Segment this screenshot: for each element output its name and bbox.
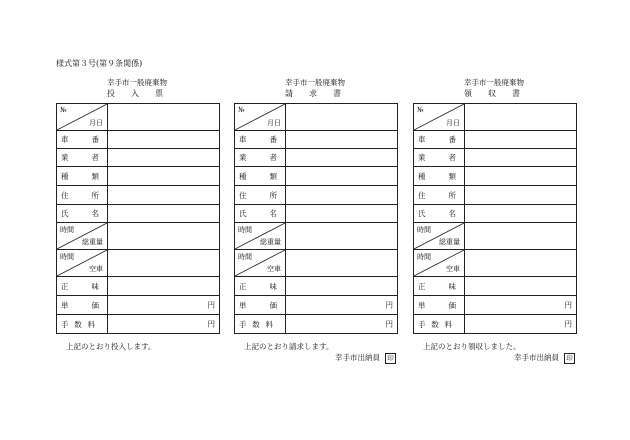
month-day-label: 月日 [267,119,281,127]
empty-car-label: 空車 [267,265,281,273]
signature-label: 幸手市出納員 [335,353,380,362]
name-label-1: 氏 [239,209,247,218]
fee-label-1: 手 [418,319,426,329]
row-label-cell [235,205,286,223]
unit-price-label-2: 価 [91,300,99,310]
row-label-cell [57,131,108,149]
form-table [413,103,577,334]
time-label: 時間 [60,226,74,234]
form-number-label: 様式第３号(第９条関係) [56,59,143,68]
gross-weight-label: 総重量 [82,238,103,246]
row-label-cell [235,315,286,334]
business-label-2: 者 [448,153,456,162]
address-label-2: 所 [91,190,99,200]
form-footer [413,341,575,364]
row-car-no [235,131,398,149]
car-no-label-2: 番 [269,135,277,144]
name-value[interactable] [465,205,577,223]
row-label-cell [414,296,465,315]
row-car-no [414,131,577,149]
time-label: 時間 [60,253,74,261]
row-net-weight [414,277,577,296]
no-date-value[interactable] [465,104,577,131]
name-label-2: 名 [269,209,277,218]
row-label-cell [235,296,286,315]
net-weight-value[interactable] [108,277,220,296]
type-label-2: 類 [91,171,99,181]
row-label-cell [57,167,108,186]
fee-label-2: 数 [431,319,439,329]
form-footer [56,341,218,352]
fee-label-3: 料 [265,319,273,329]
address-label-1: 住 [418,190,426,200]
row-unit-price [235,296,398,315]
car-no-label-1: 車 [239,135,247,144]
name-value[interactable] [108,205,220,223]
no-date-cell [57,104,108,131]
fee-label-1: 手 [61,319,69,329]
row-label-cell [57,296,108,315]
row-type [235,167,398,186]
footer-statement: 上記のとおり投入します。 [66,342,156,351]
empty-car-value[interactable] [108,250,220,277]
no-date-cell [414,104,465,131]
row-label-cell [57,223,108,250]
fee-value[interactable] [108,315,220,334]
label-wrapper [235,281,285,292]
unit-price-label-2: 価 [269,300,277,310]
business-value[interactable] [286,149,398,167]
row-gross-weight [235,223,398,250]
unit-price-label-2: 価 [448,300,456,310]
form-footer [234,341,396,364]
unit-price-label-1: 単 [239,300,247,310]
net-weight-value[interactable] [286,277,398,296]
seal-stamp-box: 印 [385,353,396,364]
no-date-value[interactable] [286,104,398,131]
address-label-1: 住 [239,190,247,200]
row-net-weight [57,277,220,296]
fee-label-2: 数 [252,319,260,329]
label-wrapper [57,190,107,201]
yen-label: 円 [385,319,393,329]
row-empty-car [57,250,220,277]
empty-car-label: 空車 [89,265,103,273]
row-label-cell [235,149,286,167]
no-label: № [417,106,424,114]
row-empty-car [414,250,577,277]
yen-label: 円 [207,300,215,310]
row-address [235,186,398,205]
label-wrapper [57,319,107,330]
type-label-2: 類 [269,171,277,181]
business-value[interactable] [465,149,577,167]
time-label: 時間 [238,226,252,234]
row-type [414,167,577,186]
label-wrapper [235,208,285,219]
label-wrapper [57,281,107,292]
net-weight-label-2: 味 [448,281,456,291]
row-label-cell [57,277,108,296]
no-label: № [238,106,245,114]
label-wrapper [414,171,464,182]
fee-label-1: 手 [239,319,247,329]
net-weight-label-1: 正 [61,281,69,291]
label-wrapper [235,300,285,311]
car-no-label-2: 番 [91,135,99,144]
unit-price-value[interactable] [108,296,220,315]
row-fee [235,315,398,334]
unit-price-value[interactable] [286,296,398,315]
name-label-1: 氏 [61,209,69,218]
row-label-cell [414,250,465,277]
yen-label: 円 [564,319,572,329]
yen-label: 円 [207,319,215,329]
row-label-cell [57,205,108,223]
address-label-2: 所 [448,190,456,200]
name-label-2: 名 [448,209,456,218]
row-label-cell [414,186,465,205]
type-label-1: 種 [239,171,247,181]
no-date-cell [235,104,286,131]
address-value[interactable] [108,186,220,205]
row-fee [57,315,220,334]
month-day-label: 月日 [89,119,103,127]
label-wrapper [414,319,464,330]
row-label-cell [414,131,465,149]
net-weight-label-1: 正 [239,281,247,291]
row-name [57,205,220,223]
row-label-cell [235,167,286,186]
fee-label-3: 料 [87,319,95,329]
business-label-1: 業 [418,153,426,162]
form-header [234,77,396,99]
fee-label-3: 料 [444,319,452,329]
name-label-2: 名 [91,209,99,218]
address-value[interactable] [286,186,398,205]
row-address [414,186,577,205]
unit-price-label-1: 単 [61,300,69,310]
label-wrapper [414,300,464,311]
no-label: № [60,106,67,114]
row-label-cell [57,149,108,167]
empty-car-value[interactable] [465,250,577,277]
empty-car-value[interactable] [286,250,398,277]
yen-label: 円 [385,300,393,310]
row-label-cell [414,149,465,167]
form-table [234,103,398,334]
row-label-cell [57,250,108,277]
address-value[interactable] [465,186,577,205]
label-wrapper [414,190,464,201]
label-wrapper [414,281,464,292]
time-label: 時間 [417,253,431,261]
name-label-1: 氏 [418,209,426,218]
fee-value[interactable] [465,315,577,334]
label-wrapper [414,152,464,163]
row-label-cell [235,131,286,149]
row-label-cell [235,250,286,277]
form-2 [234,77,396,364]
row-no-date [414,104,577,131]
address-label-1: 住 [61,190,69,200]
business-label-1: 業 [239,153,247,162]
time-label: 時間 [417,226,431,234]
row-label-cell [414,315,465,334]
business-label-1: 業 [61,153,69,162]
name-value[interactable] [286,205,398,223]
net-weight-label-2: 味 [91,281,99,291]
row-net-weight [235,277,398,296]
row-business [57,149,220,167]
seal-stamp-box: 印 [564,353,575,364]
fee-label-2: 数 [74,319,82,329]
row-unit-price [414,296,577,315]
row-label-cell [235,186,286,205]
row-business [414,149,577,167]
empty-car-label: 空車 [446,265,460,273]
form-org-name: 幸手市一般廃棄物 [107,78,167,87]
address-label-2: 所 [269,190,277,200]
row-label-cell [414,205,465,223]
form-header [413,77,575,99]
row-label-cell [414,277,465,296]
car-no-value[interactable] [286,131,398,149]
label-wrapper [235,134,285,145]
business-value[interactable] [108,149,220,167]
signature-line [244,352,396,364]
business-label-2: 者 [91,153,99,162]
row-no-date [235,104,398,131]
car-no-label-1: 車 [61,135,69,144]
car-no-label-2: 番 [448,135,456,144]
row-label-cell [414,167,465,186]
row-name [414,205,577,223]
signature-label: 幸手市出納員 [514,353,559,362]
label-wrapper [235,171,285,182]
signature-line [423,352,575,364]
row-fee [414,315,577,334]
row-type [57,167,220,186]
form-1 [56,77,218,352]
net-weight-label-1: 正 [418,281,426,291]
row-car-no [57,131,220,149]
footer-statement: 上記のとおり請求します。 [244,342,334,351]
business-label-2: 者 [269,153,277,162]
type-label-2: 類 [448,171,456,181]
label-wrapper [235,319,285,330]
form-title: 請 求 書 [285,89,345,98]
label-wrapper [235,152,285,163]
type-label-1: 種 [61,171,69,181]
form-org-name: 幸手市一般廃棄物 [285,78,345,87]
row-empty-car [235,250,398,277]
gross-weight-value[interactable] [465,223,577,250]
form-title: 投 入 票 [107,89,167,98]
label-wrapper [57,152,107,163]
label-wrapper [414,134,464,145]
form-3 [413,77,575,364]
type-value[interactable] [286,167,398,186]
form-org-name: 幸手市一般廃棄物 [464,78,524,87]
row-label-cell [235,223,286,250]
time-label: 時間 [238,253,252,261]
unit-price-value[interactable] [465,296,577,315]
type-label-1: 種 [418,171,426,181]
row-business [235,149,398,167]
car-no-value[interactable] [465,131,577,149]
car-no-value[interactable] [108,131,220,149]
type-value[interactable] [108,167,220,186]
net-weight-label-2: 味 [269,281,277,291]
yen-label: 円 [564,300,572,310]
no-date-value[interactable] [108,104,220,131]
row-name [235,205,398,223]
row-label-cell [414,223,465,250]
form-header [56,77,218,99]
footer-statement: 上記のとおり領収しました。 [423,342,521,351]
label-wrapper [57,134,107,145]
row-label-cell [235,277,286,296]
row-address [57,186,220,205]
unit-price-label-1: 単 [418,300,426,310]
label-wrapper [57,208,107,219]
fee-value[interactable] [286,315,398,334]
gross-weight-label: 総重量 [260,238,281,246]
form-title: 領 収 書 [464,89,524,98]
gross-weight-value[interactable] [108,223,220,250]
row-unit-price [57,296,220,315]
row-label-cell [57,186,108,205]
row-gross-weight [57,223,220,250]
car-no-label-1: 車 [418,135,426,144]
net-weight-value[interactable] [465,277,577,296]
month-day-label: 月日 [446,119,460,127]
type-value[interactable] [465,167,577,186]
label-wrapper [57,300,107,311]
form-table [56,103,220,334]
label-wrapper [235,190,285,201]
row-gross-weight [414,223,577,250]
gross-weight-label: 総重量 [439,238,460,246]
row-no-date [57,104,220,131]
gross-weight-value[interactable] [286,223,398,250]
label-wrapper [414,208,464,219]
label-wrapper [57,171,107,182]
row-label-cell [57,315,108,334]
